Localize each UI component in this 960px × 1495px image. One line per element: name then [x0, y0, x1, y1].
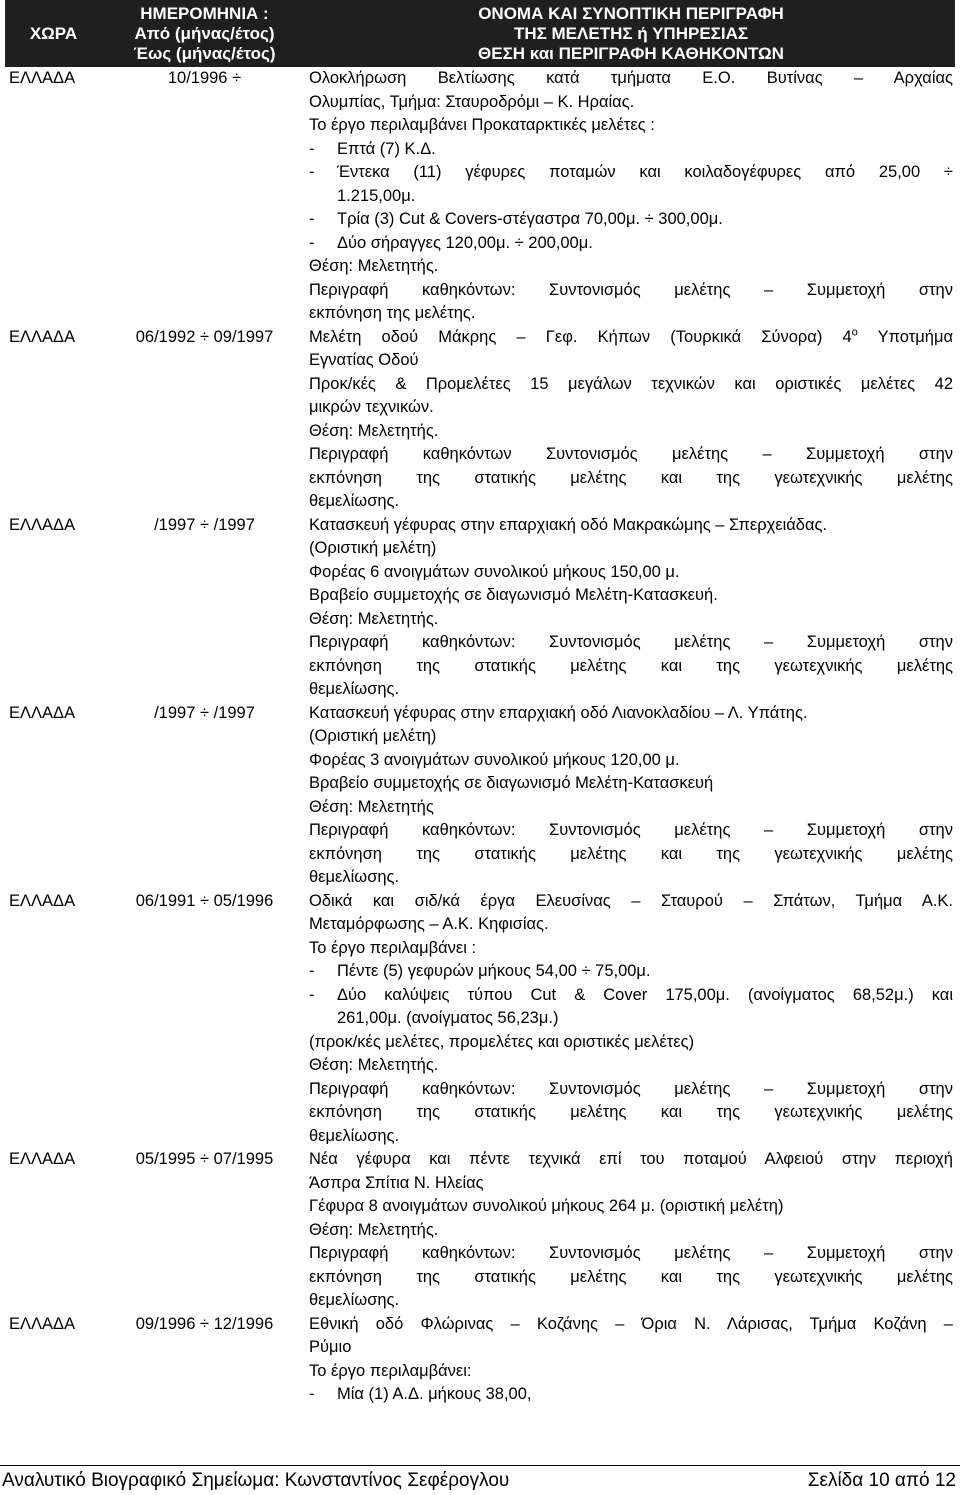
row-description: Κατασκευή γέφυρας στην επαρχιακή οδό Μακρακώμης – Σπερχειάδας. (Οριστική μελέτη) Φορέας 6 ανοιγμάτων συνολικού μήκους 150,00 μ. Βραβείο συμμετοχής σε διαγωνισμό Μελέτη-Κατασκευή. Θέση: Μελετητής. Περιγραφή καθηκόντων: Συντονισμός μελέτης – Συμμετοχή στην εκπόνηση της στατικής μελέτης και της γεωτεχνικής μελέτης θεμελίωσης. [309, 515, 953, 698]
row-country: ΕΛΛΑΔΑ [9, 69, 76, 87]
footer-document-title: Αναλυτικό Βιογραφικό Σημείωμα: Κωνσταντίνος Σεφέρογλου [2, 1470, 510, 1491]
table-row [5, 702, 955, 890]
table-row [5, 1148, 955, 1313]
row-description: Νέα γέφυρα και πέντε τεχνικά επί του ποταμού Αλφειού στην περιοχή Άσπρα Σπίτια Ν. Ηλείας Γέφυρα 8 ανοιγμάτων συνολικού μήκους 264 μ. (οριστική μελέτη) Θέση: Μελετητής. Περιγραφή καθηκόντων: Συντονισμός μελέτης – Συμμετοχή στην εκπόνηση της στατικής μελέτης και της γεωτεχνικής μελέτης θεμελίωσης. [309, 1150, 953, 1309]
row-dates: 05/1995 ÷ 07/1995 [135, 1150, 274, 1168]
row-country: ΕΛΛΑΔΑ [9, 891, 76, 910]
row-country: ΕΛΛΑΔΑ [9, 515, 76, 534]
row-country: ΕΛΛΑΔΑ [9, 327, 76, 346]
row-dates: 06/1992 ÷ 09/1997 [135, 327, 274, 346]
row-country: ΕΛΛΑΔΑ [9, 1150, 76, 1168]
table-row [5, 1313, 955, 1407]
table-row [5, 67, 955, 326]
row-description: Οδικά και σιδ/κά έργα Ελευσίνας – Σταυρού – Σπάτων, Τμήμα Α.Κ. Μεταμόρφωσης – Α.Κ. Κηφισίας. Το έργο περιλαμβάνει : - Πέντε (5) γεφυρών μήκους 54,00 ÷ 75,00μ. - Δύο καλύψεις τύπου Cut & Cover 175,00μ. (ανοίγματος 68,52μ.) και 261,00μ. (ανοίγματος 56,23μ.) (προκ/κές μελέτες, προμελέτες και οριστικές μελέτες) Θέση: Μελετητής. Περιγραφή καθηκόντων: Συντονισμός μελέτης – Συμμετοχή στην εκπόνηση της στατικής μελέτης και της γεωτεχνικής μελέτης θεμελίωσης. [309, 891, 953, 1145]
row-country: ΕΛΛΑΔΑ [9, 703, 76, 722]
table-header-row [5, 0, 955, 67]
row-description: Ολοκλήρωση Βελτίωσης κατά τμήματα Ε.Ο. Βυτίνας – Αρχαίας Ολυμπίας, Τμήμα: Σταυροδρόμι – Κ. Ηραίας. Το έργο περιλαμβάνει Προκαταρκτικές μελέτες : - Επτά (7) Κ.Δ. - Έντεκα (11) γέφυρες ποταμών και κοιλαδογέφυρες από 25,00 ÷ 1.215,00μ. - Τρία (3) Cut & Covers-στέγαστρα 70,00μ. ÷ 300,00μ. - Δύο σήραγγες 120,00μ. ÷ 200,00μ. Θέση: Μελετητής. Περιγραφή καθηκόντων: Συντονισμός μελέτης – Συμμετοχή στην εκπόνηση της μελέτης. [309, 69, 953, 322]
experience-table [5, 0, 955, 1407]
row-description: Μελέτη οδού Μάκρης – Γεφ. Κήπων (Τουρκικά Σύνορα) $4^o$ Υποτμήμα Εγνατίας Οδού Προκ/κές & Προμελέτες 15 μεγάλων τεχνικών και οριστικές μελέτες 42 μικρών τεχνικών. Θέση: Μελετητής. Περιγραφή καθηκόντων Συντονισμός μελέτης – Συμμετοχή στην εκπόνηση της στατικής μελέτης και της γεωτεχνικής μελέτης θεμελίωσης. [309, 326, 953, 510]
header-description: ΟΝΟΜΑ ΚΑΙ ΣΥΝΟΠΤΙΚΗ ΠΕΡΙΓΡΑΦΗ ΤΗΣ ΜΕΛΕΤΗΣ ή ΥΠΗΡΕΣΙΑΣ ΘΕΣΗ και ΠΕΡΙΓΡΑΦΗ ΚΑΘΗΚΟΝΤΩΝ [307, 0, 955, 67]
row-description: Κατασκευή γέφυρας στην επαρχιακή οδό Λιανοκλαδίου – Λ. Υπάτης. (Οριστική μελέτη) Φορέας 3 ανοιγμάτων συνολικού μήκους 120,00 μ. Βραβείο συμμετοχής σε διαγωνισμό Μελέτη-Κατασκευή Θέση: Μελετητής Περιγραφή καθηκόντων: Συντονισμός μελέτης – Συμμετοχή στην εκπόνηση της στατικής μελέτης και της γεωτεχνικής μελέτης θεμελίωσης. [309, 703, 953, 886]
table-row [5, 326, 955, 514]
table-row [5, 890, 955, 1149]
row-dates: /1997 ÷ /1997 [154, 703, 255, 722]
table-row [5, 514, 955, 702]
row-dates: 10/1996 ÷ [167, 69, 242, 87]
row-dates: /1997 ÷ /1997 [154, 515, 255, 534]
row-description: Εθνική οδό Φλώρινας – Κοζάνης – Όρια Ν. Λάρισας, Τμήμα Κοζάνη – Ρύμιο Το έργο περιλαμβάνει: - Μία (1) Α.Δ. μήκους 38,00, [309, 1314, 953, 1403]
row-dates: 06/1991 ÷ 05/1996 [135, 891, 274, 910]
row-country: ΕΛΛΑΔΑ [9, 1314, 76, 1333]
page-footer [0, 1465, 960, 1492]
header-country: ΧΩΡΑ [5, 0, 102, 67]
row-dates: 09/1996 ÷ 12/1996 [135, 1314, 274, 1333]
header-dates: ΗΜΕΡΟΜΗΝΙΑ : Από (μήνας/έτος) Έως (μήνας/έτος) [102, 0, 307, 67]
footer-page-number: Σελίδα 10 από 12 [807, 1470, 956, 1491]
